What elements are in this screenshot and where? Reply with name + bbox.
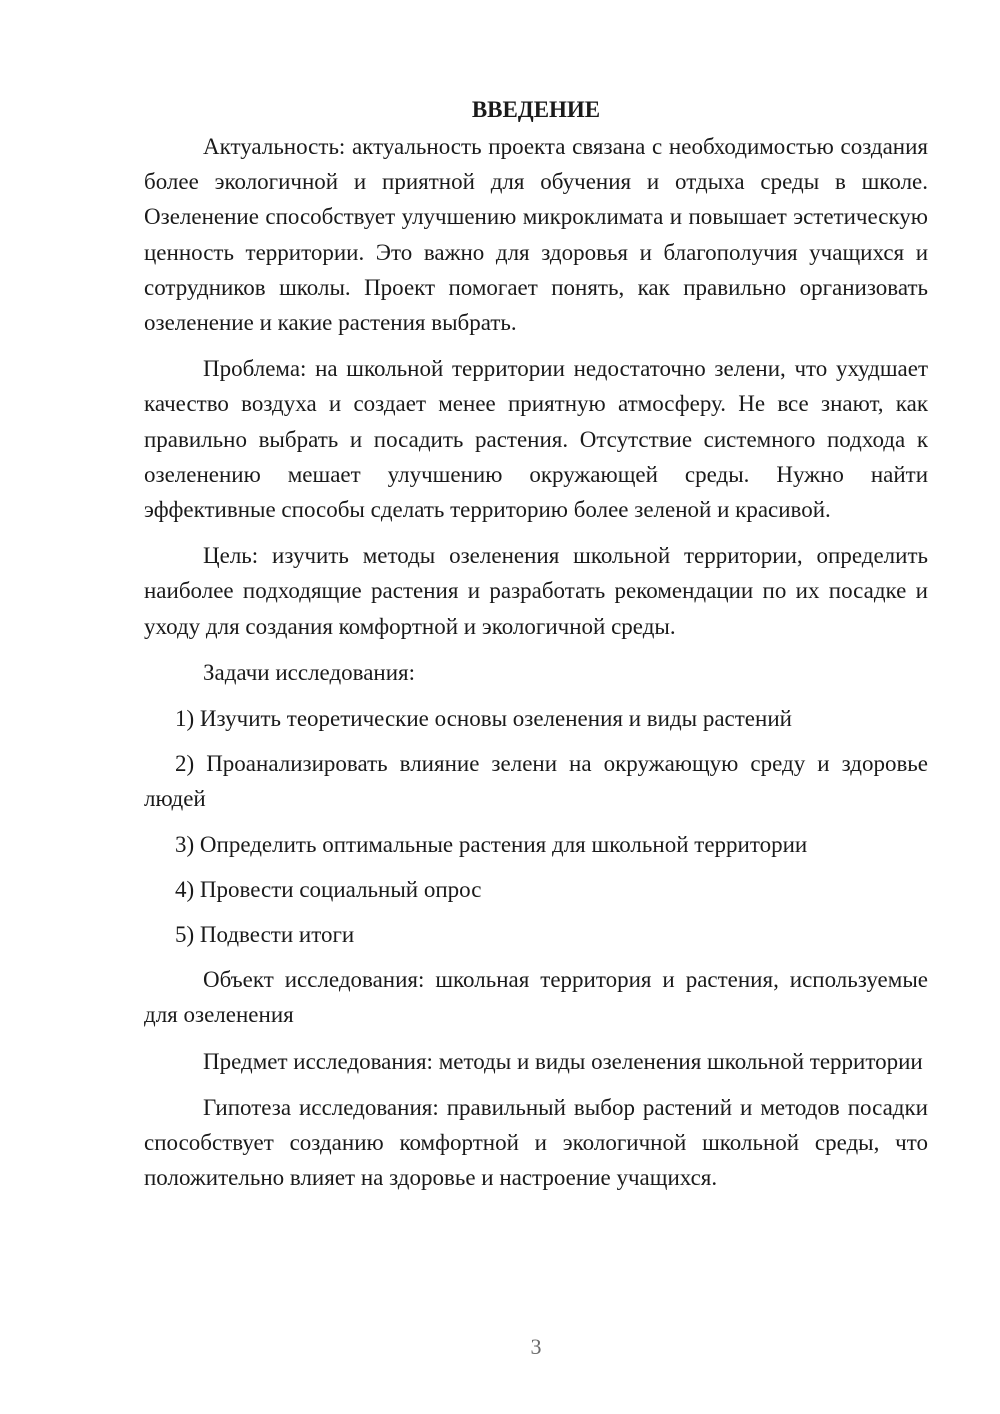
- object-paragraph: Объект исследования: школьная территория и растения, используемые для озеленения: [144, 967, 928, 1028]
- relevance-paragraph: Актуальность: актуальность проекта связана с необходимостью создания более экологичной и приятной для обучения и отдыха среды в школе. Озеленение способствует улучшению микроклимата и повышает эстетическую ценность территории. Это важно для здоровья и благополучия учащихся и сотрудников школы. Проект помогает понять, как правильно организовать озеленение и какие растения выбрать.: [144, 134, 928, 336]
- task-item: 3) Определить оптимальные растения для школьной территории: [175, 831, 808, 857]
- task-item: 1) Изучить теоретические основы озеленения и виды растений: [175, 706, 792, 732]
- page-number: 3: [530, 1334, 542, 1359]
- problem-paragraph: Проблема: на школьной территории недостаточно зелени, что ухудшает качество воздуха и создает менее приятную атмосферу. Не все знают, как правильно выбрать и посадить растения. Отсутствие системного подхода к озеленению мешает улучшению окружающей среды. Нужно найти эффективные способы сделать территорию более зеленой и красивой.: [144, 356, 928, 523]
- tasks-heading: Задачи исследования:: [203, 659, 416, 685]
- subject-paragraph: Предмет исследования: методы и виды озеленения школьной территории: [203, 1048, 923, 1074]
- hypothesis-paragraph: Гипотеза исследования: правильный выбор растений и методов посадки способствует созданию комфортной и экологичной школьной среды, что положительно влияет на здоровье и настроение учащихся.: [144, 1094, 928, 1191]
- task-item: 4) Провести социальный опрос: [175, 876, 482, 902]
- task-item: 2) Проанализировать влияние зелени на окружающую среду и здоровье людей: [144, 751, 928, 812]
- task-item: 5) Подвести итоги: [175, 922, 355, 948]
- page-title: ВВЕДЕНИЕ: [471, 97, 601, 122]
- goal-paragraph: Цель: изучить методы озеленения школьной территории, определить наиболее подходящие растения и разработать рекомендации по их посадке и уходу для создания комфортной и экологичной среды.: [144, 543, 928, 639]
- document-page: [144, 92, 928, 1206]
